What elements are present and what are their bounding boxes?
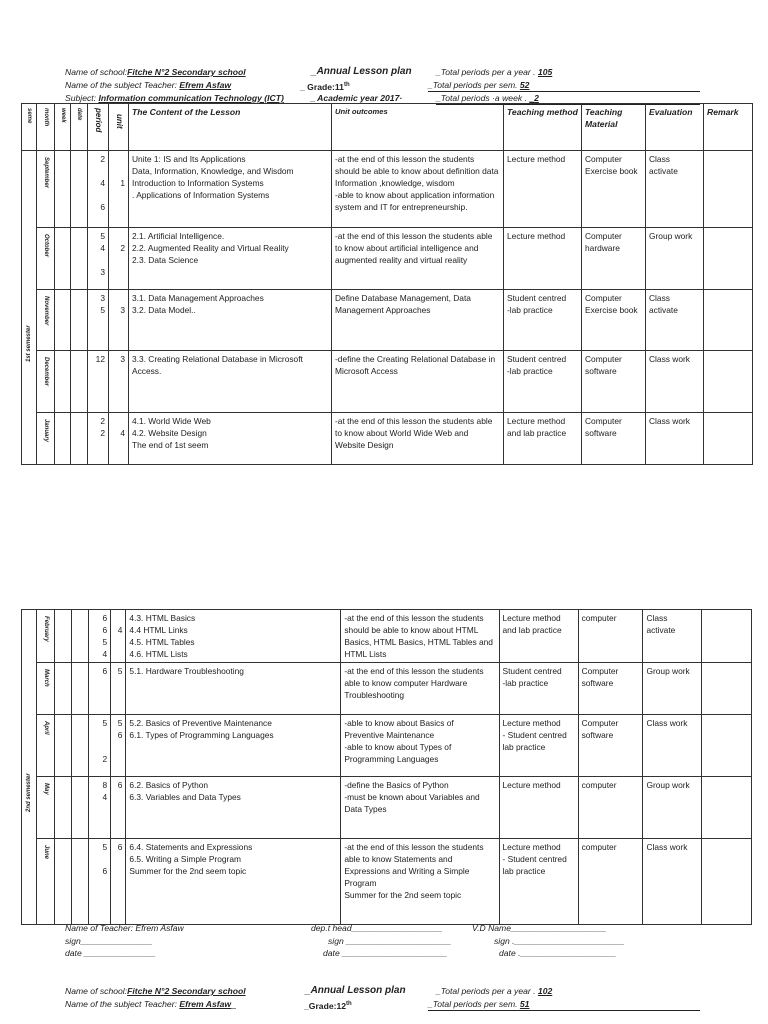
remark-cell [702, 610, 752, 663]
week-cell [55, 413, 71, 465]
outcomes-cell: -at the end of this lesson the students should be able to know about HTML Basics, HTML Basics, HTML Tables and HTML Lists [341, 610, 499, 663]
period-cell: 3 5 [88, 290, 109, 351]
period-cell: 5 4 3 [88, 228, 109, 290]
month-cell: September [37, 151, 55, 228]
vd-name: V.D Name____________________ [472, 923, 607, 933]
col-seme: seme [22, 104, 37, 151]
col-unit: unit [109, 104, 129, 151]
month-cell: October [37, 228, 55, 290]
remark-cell [702, 663, 752, 715]
content-cell: 3.1. Data Management Approaches 3.2. Data Model.. [129, 290, 332, 351]
date-cell [71, 610, 88, 663]
outcomes-cell: -at the end of this lesson the students able to know Statements and Expressions and Writing a Simple Program Summer for the 2nd seem topic [341, 839, 499, 925]
unit-cell: 3 [109, 290, 129, 351]
date-cell [71, 715, 88, 777]
week-cell [55, 228, 71, 290]
evaluation-cell: Class work [646, 413, 704, 465]
month-cell: January [37, 413, 55, 465]
content-cell: 2.1. Artificial Intelligence. 2.2. Augmented Reality and Virtual Reality 2.3. Data Science [129, 228, 332, 290]
content-cell: Unite 1: IS and Its Applications Data, Information, Knowledge, and Wisdom Introduction to Information Systems . Applications of Information Systems [129, 151, 332, 228]
week-cell [55, 290, 71, 351]
dept-sign: sign ______________________ [328, 936, 452, 946]
date-cell [71, 663, 88, 715]
col-outcomes: Unit outcomes [332, 104, 504, 151]
remark-cell [702, 777, 752, 839]
col-date: date [71, 104, 88, 151]
vd-sign: sign ._______________________ [494, 936, 625, 946]
academic-year: _ Academic year 2017· [310, 93, 403, 103]
date-cell [71, 777, 88, 839]
outcomes-cell: Define Database Management, Data Management Approaches [332, 290, 504, 351]
school-name: Fitche N°2 Secondary school [127, 67, 246, 77]
total-periods-year: _Total periods per a year . 105 [436, 67, 553, 77]
unit-cell: 2 [109, 228, 129, 290]
period-cell: 5 2 [88, 715, 110, 777]
content-cell: 5.2. Basics of Preventive Maintenance 6.1. Types of Programming Languages [126, 715, 341, 777]
plan-title-2: _Annual Lesson plan [305, 985, 406, 996]
content-cell: 3.3. Creating Relational Database in Microsoft Access. [129, 351, 332, 413]
date-cell [71, 351, 88, 413]
unit-cell: 5 6 [111, 715, 126, 777]
outcomes-cell: -at the end of this lesson the students should be able to know about definition data Information ,knowledge, wisdom -able to know about application information system and IT for entrepreneurship. [332, 151, 504, 228]
table-row [22, 351, 753, 413]
evaluation-cell: Group work [643, 663, 702, 715]
method-cell: Student centred -lab practice [504, 351, 582, 413]
month-cell: May [37, 777, 55, 839]
week-cell [55, 663, 71, 715]
material-cell: Computer Exercise book [582, 290, 646, 351]
col-method: Teaching method [504, 104, 582, 151]
teacher-name: Efrem Asfaw [179, 80, 232, 90]
teacher-signature-name: Name of Teacher: Efrem Asfaw [65, 923, 184, 933]
table-row [22, 663, 752, 715]
method-cell: Lecture method [504, 228, 582, 290]
evaluation-cell: Class activate [646, 151, 704, 228]
outcomes-cell: -able to know about Basics of Preventive Maintenance -able to know about Types of Programming Languages [341, 715, 499, 777]
unit-cell: 1 [109, 151, 129, 228]
evaluation-cell: Class activate [643, 610, 702, 663]
outcomes-cell: -at the end of this lesson the students able to know computer Hardware Troubleshooting [341, 663, 499, 715]
evaluation-cell: Group work [643, 777, 702, 839]
table-row [22, 839, 752, 925]
unit-cell: 4 [109, 413, 129, 465]
content-cell: 6.2. Basics of Python 6.3. Variables and Data Types [126, 777, 341, 839]
content-cell: 5.1. Hardware Troubleshooting [126, 663, 341, 715]
dept-date: date ______________________ [323, 948, 448, 958]
date-cell [71, 839, 88, 925]
week-cell [55, 151, 71, 228]
evaluation-cell: Class work [643, 715, 702, 777]
content-cell: 4.1. World Wide Web 4.2. Website Design The end of 1st seem [129, 413, 332, 465]
week-cell [55, 610, 71, 663]
month-cell: February [37, 610, 55, 663]
evaluation-cell: Group work [646, 228, 704, 290]
week-cell [55, 839, 71, 925]
lesson-table-semester-2 [21, 609, 752, 925]
remark-cell [704, 413, 753, 465]
period-cell: 12 [88, 351, 109, 413]
total-periods-year-2: _Total periods per a year . 102 [436, 986, 553, 996]
total-periods-week: _Total periods ·a week . _2 [436, 93, 700, 105]
material-cell: computer [578, 839, 643, 925]
outcomes-cell: -at the end of this lesson the students able to know about artificial intelligence and augmented reality and virtual reality [332, 228, 504, 290]
col-week: week [55, 104, 71, 151]
lesson-table-semester-1 [21, 103, 753, 465]
evaluation-cell: Class work [646, 351, 704, 413]
unit-cell: 6 [111, 777, 126, 839]
method-cell: Lecture method - Student centred lab practice [499, 715, 578, 777]
material-cell: Computer hardware [582, 228, 646, 290]
method-cell: Lecture method - Student centred lab practice [499, 839, 578, 925]
remark-cell [702, 839, 752, 925]
col-material: Teaching Material [582, 104, 646, 151]
material-cell: Computer Exercise book [582, 151, 646, 228]
content-cell: 6.4. Statements and Expressions 6.5. Writing a Simple Program Summer for the 2nd seem topic [126, 839, 341, 925]
semester-label: 1st semester [22, 151, 37, 465]
material-cell: Computer software [582, 351, 646, 413]
month-cell: November [37, 290, 55, 351]
subject-name: Information communication Technology (ICT) [98, 93, 284, 103]
week-cell [55, 351, 71, 413]
period-cell: 2 4 6 [88, 151, 109, 228]
method-cell: Lecture method and lab practice [504, 413, 582, 465]
date-cell [71, 290, 88, 351]
table-header-row [22, 104, 753, 151]
grade-2: _Grade:12th [304, 1000, 352, 1011]
table-row [22, 610, 752, 663]
period-cell: 8 4 [88, 777, 110, 839]
evaluation-cell: Class activate [646, 290, 704, 351]
method-cell: Lecture method and lab practice [499, 610, 578, 663]
school-line: Name of school:Fitche N°2 Secondary school [65, 67, 246, 77]
month-cell: March [37, 663, 55, 715]
table-row [22, 290, 753, 351]
outcomes-cell: -define the Creating Relational Database in Microsoft Access [332, 351, 504, 413]
material-cell: computer [578, 610, 643, 663]
teacher-line-2: Name of the subject Teacher: Efrem Asfaw_ [65, 999, 236, 1009]
total-periods-sem: _Total periods per sem. 52 [428, 80, 700, 92]
col-remark: Remark [704, 104, 753, 151]
semester-1-rows [22, 151, 753, 465]
method-cell: Lecture method [504, 151, 582, 228]
table-row [22, 777, 752, 839]
remark-cell [704, 151, 753, 228]
material-cell: Computer software [578, 663, 643, 715]
table-row [22, 151, 753, 228]
outcomes-cell: -at the end of this lesson the students able to know about World Wide Web and Website Design [332, 413, 504, 465]
remark-cell [704, 228, 753, 290]
plan-title: _Annual Lesson plan [311, 66, 412, 77]
subject-line: Subject: Information communication Technology (ICT) [65, 93, 284, 103]
semester-label: 2nd semester [22, 610, 37, 925]
content-cell: 4.3. HTML Basics 4.4 HTML Links 4.5. HTML Tables 4.6. HTML Lists [126, 610, 341, 663]
col-content: The Content of the Lesson [129, 104, 332, 151]
date-cell [71, 151, 88, 228]
table-row [22, 413, 753, 465]
method-cell: Student centred -lab practice [499, 663, 578, 715]
month-cell: June [37, 839, 55, 925]
unit-cell: 6 [111, 839, 126, 925]
month-cell: December [37, 351, 55, 413]
remark-cell [702, 715, 752, 777]
method-cell: Student centred -lab practice [504, 290, 582, 351]
semester-2-rows [22, 610, 752, 925]
table-row [22, 715, 752, 777]
teacher-line: Name of the subject Teacher: Efrem Asfaw [65, 80, 232, 90]
date-cell [71, 413, 88, 465]
period-cell: 6 [88, 663, 110, 715]
unit-cell: 3 [109, 351, 129, 413]
col-period: period [88, 104, 109, 151]
remark-cell [704, 290, 753, 351]
dept-head: dep.t head___________________ [311, 923, 443, 933]
col-evaluation: Evaluation [646, 104, 704, 151]
table-row [22, 228, 753, 290]
material-cell: Computer software [582, 413, 646, 465]
school-line-2: Name of school:Fitche N°2 Secondary school [65, 986, 246, 996]
evaluation-cell: Class work [643, 839, 702, 925]
outcomes-cell: -define the Basics of Python -must be known about Variables and Data Types [341, 777, 499, 839]
teacher-sign: sign_______________ [65, 936, 153, 946]
method-cell: Lecture method [499, 777, 578, 839]
unit-cell: 4 [111, 610, 126, 663]
week-cell [55, 715, 71, 777]
teacher-date: date _______________ [65, 948, 156, 958]
total-periods-sem-2: _Total periods per sem. 51 [428, 999, 700, 1011]
period-cell: 5 6 [88, 839, 110, 925]
grade: _ Grade:11th [300, 81, 350, 92]
col-month: month [37, 104, 55, 151]
vd-date: date .____________________ [499, 948, 617, 958]
week-cell [55, 777, 71, 839]
period-cell: 2 2 [88, 413, 109, 465]
period-cell: 6 6 5 4 [88, 610, 110, 663]
unit-cell: 5 [111, 663, 126, 715]
date-cell [71, 228, 88, 290]
month-cell: April [37, 715, 55, 777]
remark-cell [704, 351, 753, 413]
material-cell: Computer software [578, 715, 643, 777]
material-cell: computer [578, 777, 643, 839]
